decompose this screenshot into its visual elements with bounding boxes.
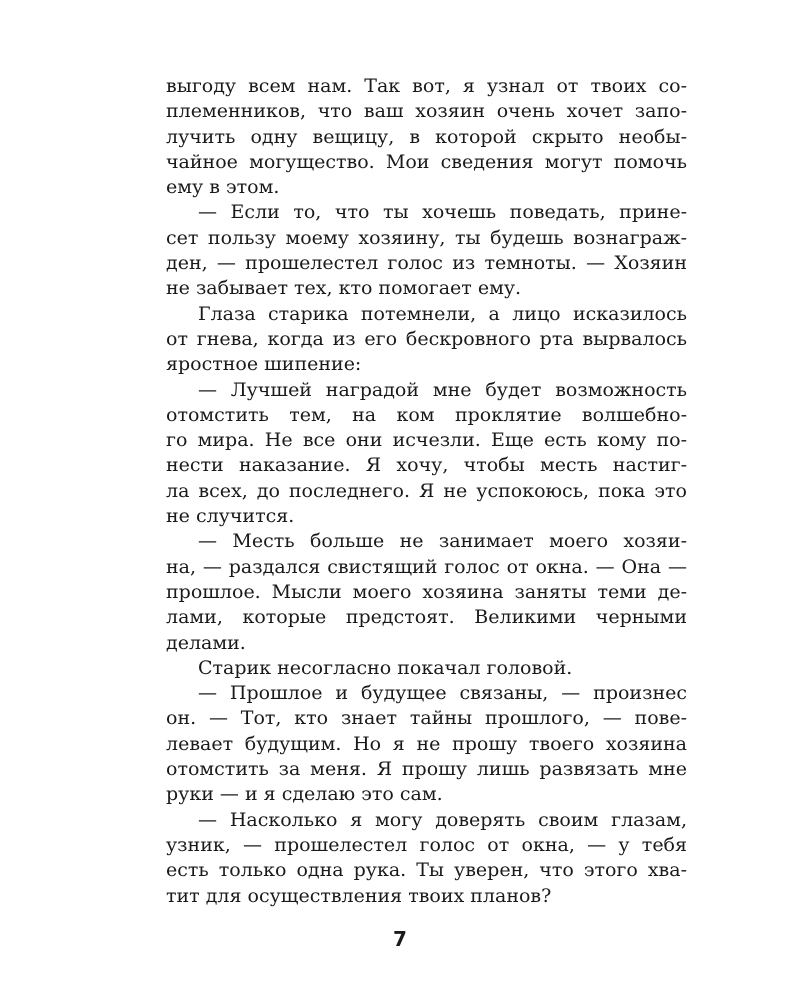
text-line: не случится.	[166, 505, 295, 528]
text-line: ла всех, до последнего. Я не успокоюсь, пока это	[166, 479, 687, 502]
text-line: нести наказание. Я хочу, чтобы месть настиг-	[166, 454, 687, 477]
text-line: тит для осуществления твоих планов?	[166, 884, 552, 907]
text-line: от гнева, когда из его бескровного рта вырвалось	[166, 327, 687, 350]
text-line: на, — раздался свистящий голос от окна. — Она —	[166, 555, 687, 578]
text-line: — Прошлое и будущее связаны, — произнес	[198, 682, 687, 705]
text-line: — Если то, что ты хочешь поведать, прине-	[198, 201, 687, 224]
text-line: яростное шипение:	[166, 353, 362, 376]
text-line: лами, которые предстоят. Великими черными	[166, 606, 687, 629]
text-line: — Насколько я могу доверять своим глазам,	[198, 808, 687, 831]
text-line: ему в этом.	[166, 176, 280, 199]
text-line: отомстить за меня. Я прошу лишь развязать мне	[166, 758, 687, 781]
page-number: 7	[393, 927, 407, 951]
text-line: племенников, что ваш хозяин очень хочет запо-	[166, 100, 687, 123]
text-line: сет пользу моему хозяину, ты будешь вознаграж-	[166, 226, 687, 249]
text-line: он. — Тот, кто знает тайны прошлого, — пове-	[166, 707, 687, 730]
text-line: выгоду всем нам. Так вот, я узнал от твоих со-	[166, 75, 687, 97]
text-line: — Месть больше не занимает моего хозяи-	[198, 530, 687, 553]
text-line: го мира. Не все они исчезли. Еще есть кому по-	[166, 429, 687, 452]
text-line: лучить одну вещицу, в которой скрыто необы-	[166, 125, 687, 148]
text-line: отомстить тем, на ком проклятие волшебно-	[166, 403, 687, 426]
text-line: чайное могущество. Мои сведения могут помочь	[166, 150, 687, 173]
text-line: узник, — прошелестел голос от окна, — у тебя	[166, 833, 687, 856]
text-line: — Лучшей наградой мне будет возможность	[198, 378, 687, 401]
text-line: прошлое. Мысли моего хозяина заняты теми де-	[166, 580, 687, 603]
text-line: есть только одна рука. Ты уверен, что этого хва-	[166, 859, 687, 882]
text-line: не забывает тех, кто помогает ему.	[166, 277, 522, 300]
text-line: делами.	[166, 631, 246, 654]
text-line: Глаза старика потемнели, а лицо исказилось	[198, 302, 687, 325]
text-line: руки — и я сделаю это сам.	[166, 783, 443, 806]
body-text	[166, 74, 687, 909]
text-line: ден, — прошелестел голос из темноты. — Хозяин	[166, 252, 687, 275]
text-line: Старик несогласно покачал головой.	[198, 656, 573, 679]
text-line: левает будущим. Но я не прошу твоего хозяина	[166, 732, 687, 755]
